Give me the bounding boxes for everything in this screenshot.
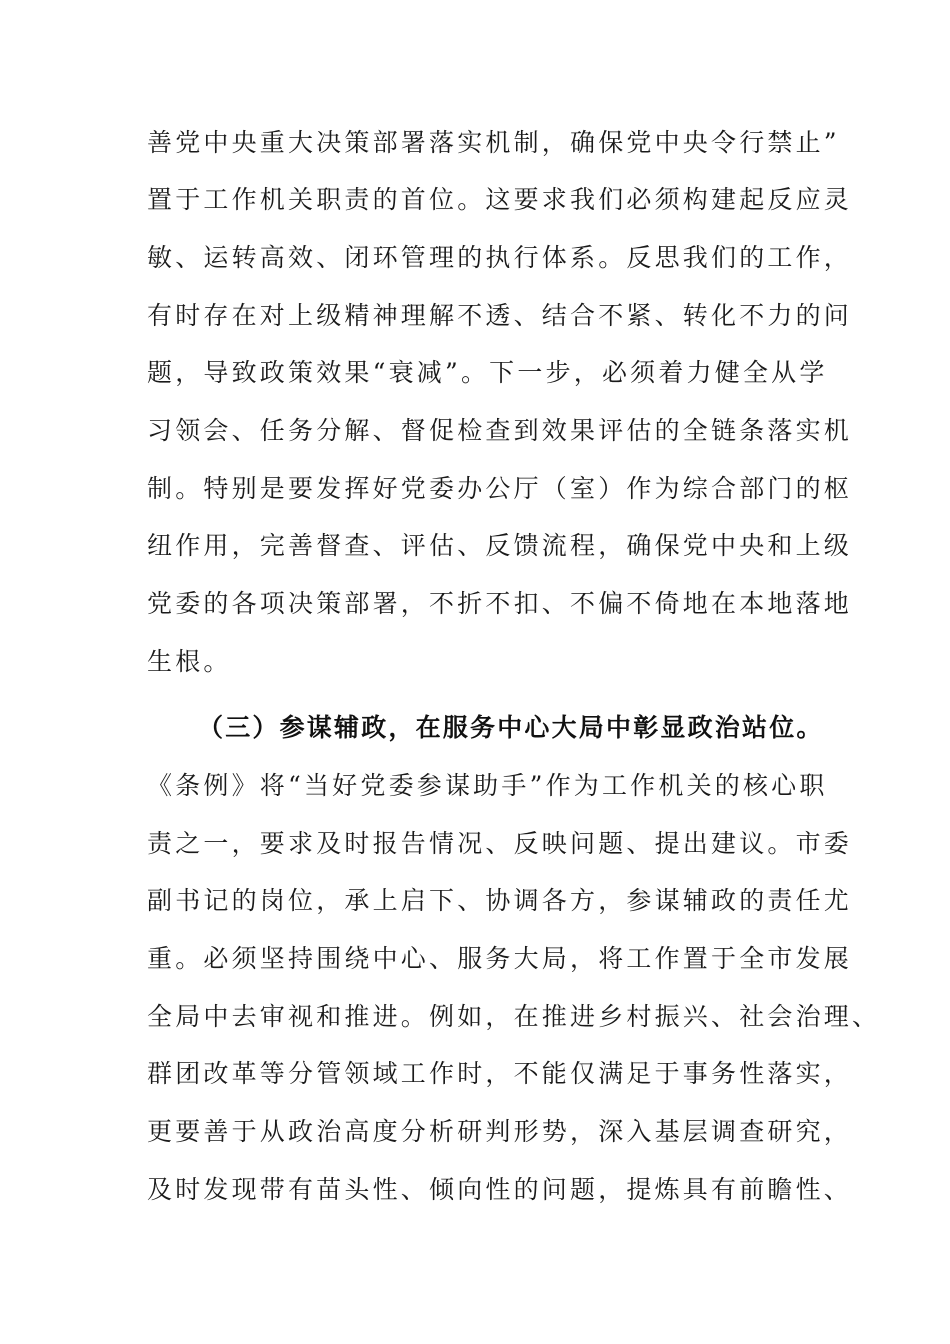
text-line: 题，导致政策效果“衰减”。下一步，必须着力健全从学 <box>147 358 828 387</box>
text-line: 全局中去审视和推进。例如，在推进乡村振兴、社会治理、 <box>147 1002 881 1031</box>
text-line: 《条例》将“当好党委参谋助手”作为工作机关的核心职 <box>147 771 828 800</box>
text-line: 及时发现带有苗头性、倾向性的问题，提炼具有前瞻性、 <box>147 1175 853 1204</box>
text-line: 责之一，要求及时报告情况、反映问题、提出建议。市委 <box>147 829 853 858</box>
text-line: 善党中央重大决策部署落实机制，确保党中央令行禁止” <box>147 128 840 157</box>
text-line: 副书记的岗位，承上启下、协调各方，参谋辅政的责任尤 <box>147 886 853 915</box>
section-heading: （三）参谋辅政，在服务中心大局中彰显政治站位。 <box>198 713 824 742</box>
text-line: 敏、运转高效、闭环管理的执行体系。反思我们的工作， <box>147 243 853 272</box>
text-line: 重。必须坚持围绕中心、服务大局，将工作置于全市发展 <box>147 944 853 973</box>
text-line: 生根。 <box>147 647 232 676</box>
text-line: 置于工作机关职责的首位。这要求我们必须构建起反应灵 <box>147 185 853 214</box>
text-line: 党委的各项决策部署，不折不扣、不偏不倚地在本地落地 <box>147 589 853 618</box>
text-line: 群团改革等分管领域工作时，不能仅满足于事务性落实， <box>147 1059 853 1088</box>
text-line: 更要善于从政治高度分析研判形势，深入基层调查研究， <box>147 1117 853 1146</box>
text-line: 纽作用，完善督查、评估、反馈流程，确保党中央和上级 <box>147 531 853 560</box>
text-line: 习领会、任务分解、督促检查到效果评估的全链条落实机 <box>147 416 853 445</box>
text-line: 有时存在对上级精神理解不透、结合不紧、转化不力的问 <box>147 301 853 330</box>
text-line: 制。特别是要发挥好党委办公厅（室）作为综合部门的枢 <box>147 474 853 503</box>
